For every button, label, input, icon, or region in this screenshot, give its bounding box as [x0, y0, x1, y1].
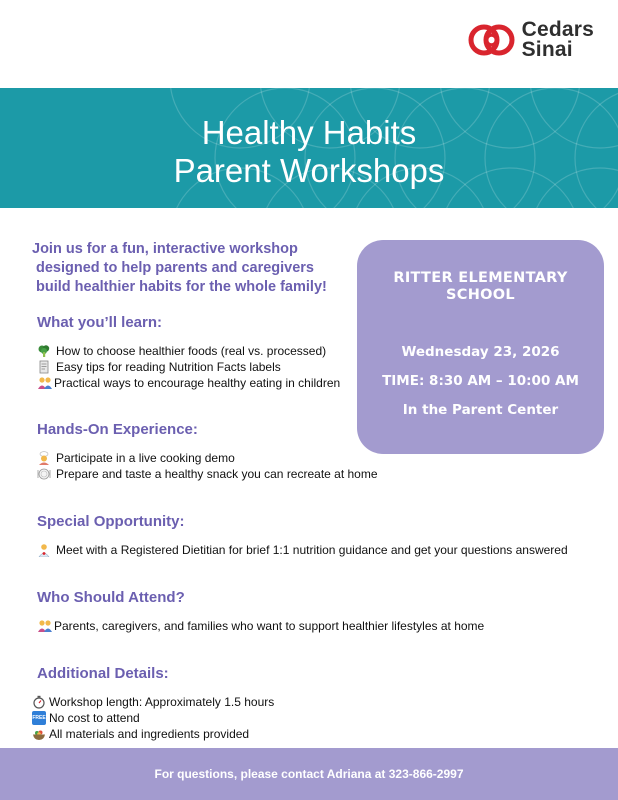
section-heading-attend: Who Should Attend? — [37, 589, 185, 606]
broccoli-icon — [37, 344, 51, 358]
list-item — [37, 543, 568, 557]
event-location: In the Parent Center — [402, 402, 559, 418]
title-line-2: Parent Workshops — [173, 152, 445, 189]
list-item-text: How to choose healthier foods (real vs. processed) — [56, 344, 327, 358]
list-item — [37, 344, 326, 358]
list-item-text: Parents, caregivers, and families who want to support healthier lifestyles at home — [54, 619, 485, 633]
list-item — [32, 695, 274, 709]
page-title — [0, 88, 618, 190]
intro-line-2: designed to help parents and caregivers — [36, 260, 314, 276]
school-name-line-2: SCHOOL — [446, 287, 515, 303]
logo-text-sinai: Sinai — [521, 38, 573, 61]
section-heading-hands-on: Hands-On Experience: — [37, 421, 198, 438]
logo-text-cedars: Cedars — [521, 18, 594, 41]
list-item-text: Meet with a Registered Dietitian for brief 1:1 nutrition guidance and get your questions answered — [56, 543, 568, 557]
health-worker-icon — [37, 543, 51, 557]
contact-footer — [0, 748, 618, 800]
family-icon — [37, 376, 51, 390]
school-name-line-1: RITTER ELEMENTARY — [393, 270, 568, 286]
cook-icon — [37, 451, 51, 465]
list-item — [37, 467, 378, 481]
list-item-text: All materials and ingredients provided — [49, 727, 250, 741]
section-heading-learn: What you’ll learn: — [37, 314, 163, 331]
list-item-text: Easy tips for reading Nutrition Facts labels — [56, 360, 281, 374]
section-heading-details: Additional Details: — [37, 665, 169, 682]
list-item — [37, 360, 281, 374]
title-banner — [0, 88, 618, 208]
list-item — [37, 619, 484, 633]
intro-text — [32, 240, 352, 297]
stopwatch-icon — [32, 695, 46, 709]
footer-contact-text: For questions, please contact Adriana at 323-866-2997 — [154, 767, 464, 781]
list-item — [37, 451, 235, 465]
list-item-text: Practical ways to encourage healthy eating in children — [54, 376, 341, 390]
intro-line-3: build healthier habits for the whole family! — [36, 279, 327, 295]
cedars-sinai-logo-icon — [468, 20, 516, 60]
event-info-card — [357, 240, 604, 454]
free-badge-label: FREE — [32, 715, 46, 721]
plate-icon — [37, 467, 51, 481]
list-item-text: Prepare and taste a healthy snack you can recreate at home — [56, 467, 378, 481]
list-item-text: Participate in a live cooking demo — [56, 451, 235, 465]
free-badge-icon — [32, 711, 46, 725]
list-item — [32, 727, 249, 741]
title-line-1: Healthy Habits — [201, 114, 417, 151]
list-item-text: No cost to attend — [49, 711, 140, 725]
event-time: TIME: 8:30 AM – 10:00 AM — [382, 373, 579, 389]
cedars-sinai-logo — [468, 20, 594, 60]
school-name — [357, 270, 604, 304]
list-item — [37, 376, 340, 390]
intro-line-1: Join us for a fun, interactive workshop — [32, 241, 298, 257]
receipt-icon — [37, 360, 51, 374]
family-icon — [37, 619, 51, 633]
list-item — [32, 711, 140, 725]
section-heading-special: Special Opportunity: — [37, 513, 185, 530]
event-date: Wednesday 23, 2026 — [401, 344, 560, 360]
bowl-icon — [32, 727, 46, 741]
list-item-text: Workshop length: Approximately 1.5 hours — [49, 695, 275, 709]
